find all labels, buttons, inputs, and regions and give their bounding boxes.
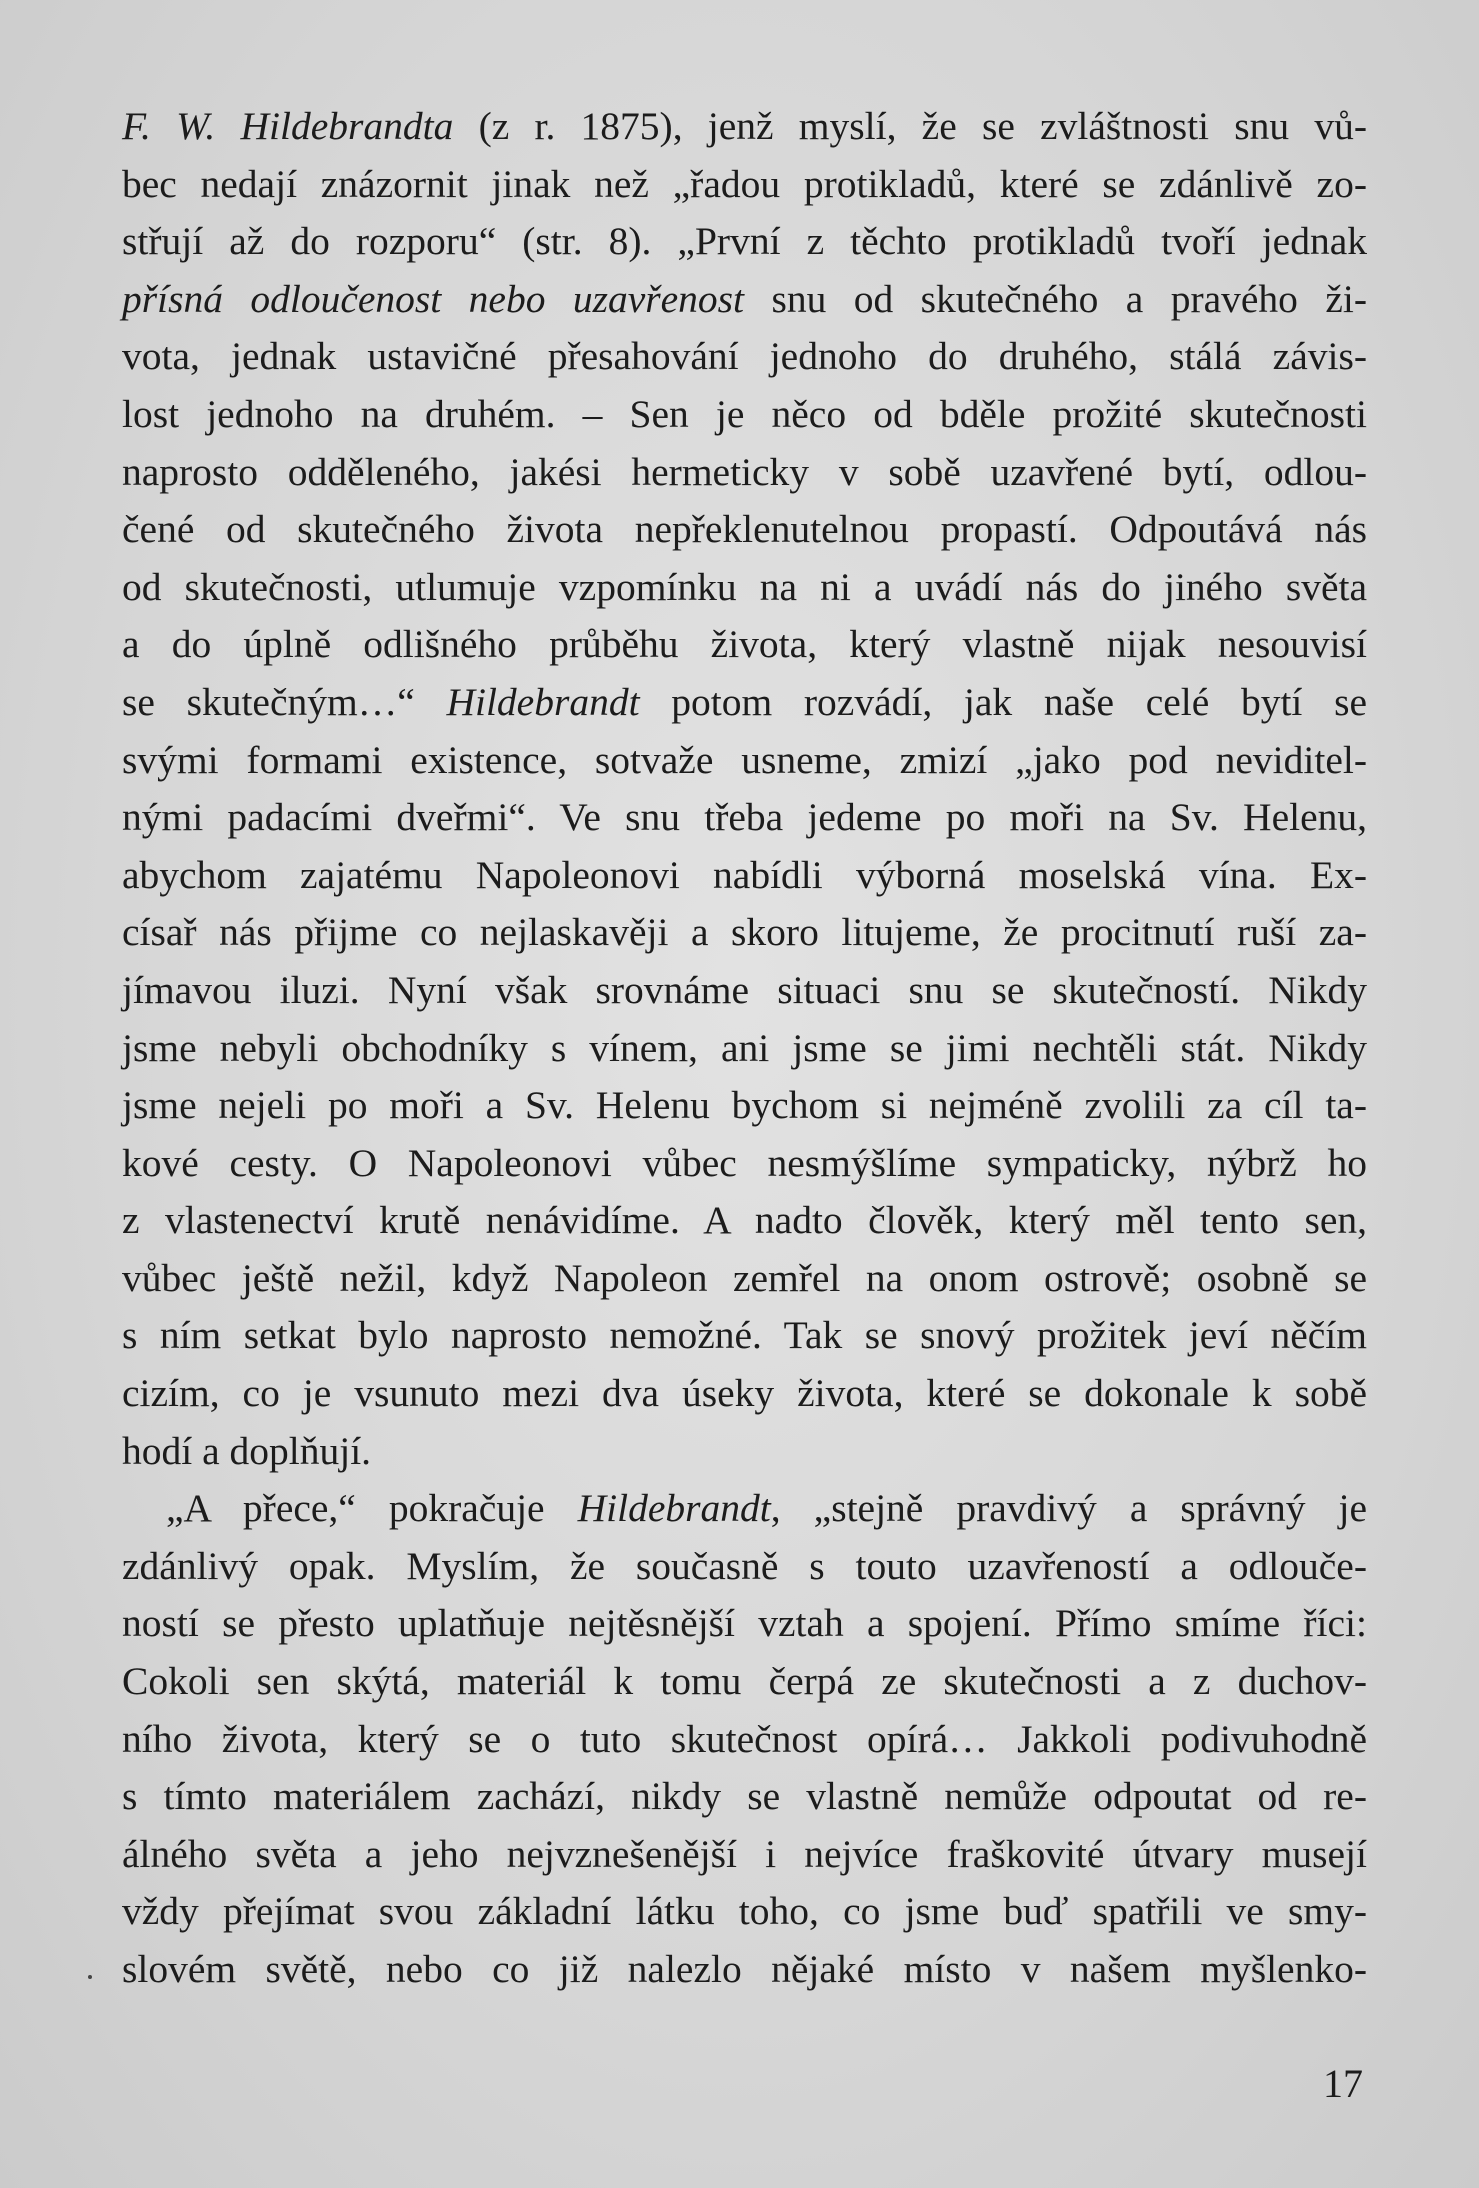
text-run: abychom zajatému Napoleonovi nabídli výborná moselská vína. Ex- [122,852,1367,897]
text-line [122,501,1367,559]
italic-run: přísná odloučenost nebo uzavřenost [122,276,745,321]
text-line [122,1077,1367,1135]
text-line [122,1480,1367,1538]
text-run: kové cesty. O Napoleonovi vůbec nesmýšlíme sympaticky, nýbrž ho [122,1140,1367,1185]
text-run: střují až do rozporu“ (str. 8). „První z těchto protikladů tvoří jednak [122,219,1367,264]
text-run: vůbec ještě nežil, když Napoleon zemřel na onom ostrově; osobně se [122,1255,1367,1300]
page-number: 17 [1323,2061,1363,2106]
paper-speck [88,1975,92,1979]
text-line [122,904,1367,962]
text-run: hodí a doplňují. [122,1428,372,1473]
text-line [122,962,1367,1020]
italic-run: Hildebrandt [577,1486,771,1531]
text-run: z vlastenectví krutě nenávidíme. A nadto člověk, který měl tento sen, [122,1198,1367,1243]
text-run: ního života, který se o tuto skutečnost opírá… Jakkoli podivuhodně [122,1716,1367,1761]
text-run: cizím, co je vsunuto mezi dva úseky života, které se dokonale k sobě [122,1371,1367,1416]
text-line [122,328,1367,386]
text-run: císař nás přijme co nejlaskavěji a skoro litujeme, že procitnutí ruší za- [122,910,1367,955]
text-line [122,1250,1367,1308]
text-line [122,1883,1367,1941]
text-run: s ním setkat bylo naprosto nemožné. Tak se snový prožitek jeví něčím [122,1313,1367,1358]
text-line [122,616,1367,674]
text-line [122,1538,1367,1596]
text-run: vota, jednak ustavičné přesahování jednoho do druhého, stálá závis- [122,334,1367,379]
text-line [122,559,1367,617]
text-line [122,1653,1367,1711]
text-line [122,1941,1367,1999]
italic-run: Hildebrandt [446,679,640,724]
text-run: nými padacími dveřmi“. Ve snu třeba jedeme po moři na Sv. Helenu, [122,795,1367,840]
text-run: potom rozvádí, jak naše celé bytí se [639,679,1367,724]
page-body [122,98,1367,1999]
text-run: , „stejně pravdivý a správný je [770,1486,1367,1531]
text-run: bec nedají znázornit jinak než „řadou protikladů, které se zdánlivě zo- [122,161,1367,206]
text-run: jsme nebyli obchodníky s vínem, ani jsme se jimi nechtěli stát. Nikdy [122,1025,1367,1070]
text-line [122,213,1367,271]
italic-run: F. W. Hildebrandta [122,104,454,148]
text-run: od skutečnosti, utlumuje vzpomínku na ni a uvádí nás do jiného světa [122,564,1367,609]
text-line [122,1307,1367,1365]
text-run: „A přece,“ pokračuje [166,1486,578,1531]
text-line [122,1020,1367,1078]
text-run: vždy přejímat svou základní látku toho, co jsme buď spatřili ve smy- [122,1889,1367,1934]
text-line [122,1826,1367,1884]
text-line [122,156,1367,214]
text-run: álného světa a jeho nejvznešenější i nejvíce fraškovité útvary musejí [122,1831,1367,1876]
text-line [122,386,1367,444]
text-run: snu od skutečného a pravého ži- [744,276,1367,321]
text-run: lost jednoho na druhém. – Sen je něco od bděle prožité skutečnosti [122,391,1367,436]
text-run: a do úplně odlišného průběhu života, který vlastně nijak nesouvisí [122,622,1367,667]
text-run: Cokoli sen skýtá, materiál k tomu čerpá ze skutečnosti a z duchov- [122,1659,1367,1704]
text-line [122,674,1367,732]
text-line [122,732,1367,790]
text-line [122,1192,1367,1250]
text-run: zdánlivý opak. Myslím, že současně s touto uzavřeností a odlouče- [122,1543,1367,1588]
text-line [122,98,1367,156]
text-line [122,271,1367,329]
text-line [122,1711,1367,1769]
text-run: s tímto materiálem zachází, nikdy se vlastně nemůže odpoutat od re- [122,1774,1367,1819]
text-run: slovém světě, nebo co již nalezlo nějaké místo v našem myšlenko- [122,1947,1367,1991]
text-run: svými formami existence, sotvaže usneme, zmizí „jako pod neviditel- [122,737,1367,782]
text-line [122,1135,1367,1193]
text-run: čené od skutečného života nepřeklenutelnou propastí. Odpoutává nás [122,507,1367,552]
text-run: (z r. 1875), jenž myslí, že se zvláštnosti snu vů- [453,104,1367,148]
text-run: ností se přesto uplatňuje nejtěsnější vztah a spojení. Přímo smíme říci: [122,1601,1367,1646]
text-run: jsme nejeli po moři a Sv. Helenu bychom si nejméně zvolili za cíl ta- [122,1083,1367,1128]
text-run: se skutečným…“ [122,679,447,724]
text-run: jímavou iluzi. Nyní však srovnáme situaci snu se skutečností. Nikdy [122,967,1367,1012]
text-line [122,1768,1367,1826]
text-line [122,1365,1367,1423]
text-line [122,1595,1367,1653]
text-line [122,444,1367,502]
text-line [122,1423,1367,1481]
text-line [122,847,1367,905]
text-run: naprosto odděleného, jakési hermeticky v sobě uzavřené bytí, odlou- [122,449,1367,494]
text-line [122,789,1367,847]
